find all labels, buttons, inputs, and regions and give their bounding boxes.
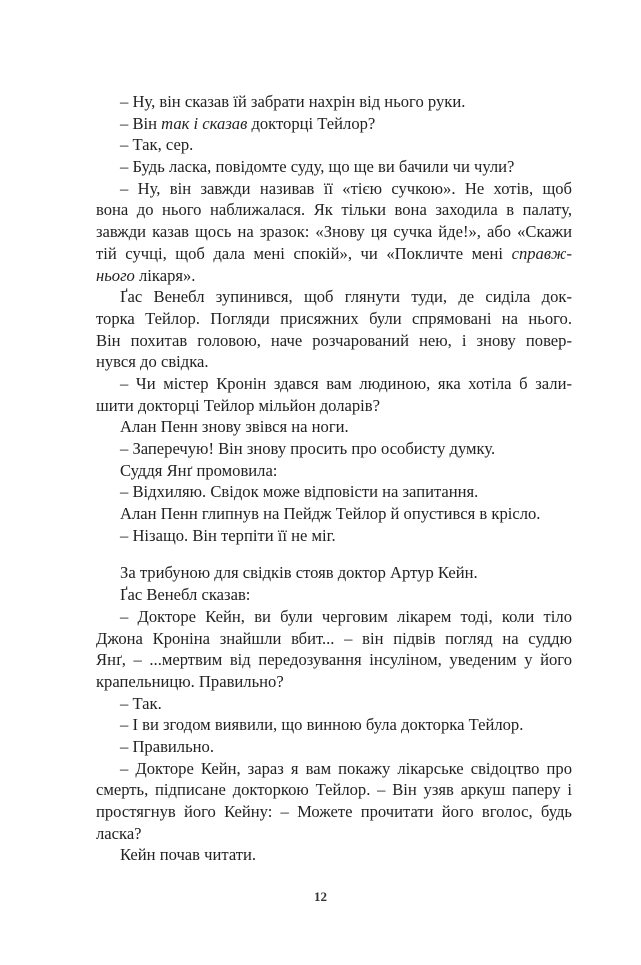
text-line [96, 373, 572, 395]
text-line [96, 481, 572, 503]
text-line [96, 562, 572, 584]
text-line [96, 693, 572, 715]
text-line [96, 416, 572, 438]
text-line [96, 823, 572, 845]
italic-text: так і сказав [161, 113, 248, 133]
page-body-text [96, 91, 572, 866]
text-line [96, 395, 572, 417]
text-line [96, 286, 572, 308]
text-line [96, 525, 572, 547]
page-number: 12 [314, 889, 327, 904]
text-line [96, 308, 572, 330]
text-run: ласка? [96, 823, 142, 843]
text-run: – Так, сер. [120, 135, 194, 155]
text-line [96, 178, 572, 200]
text-run: Джона Кроніна знайшли вбит... – він підвів погляд на суддю [96, 628, 572, 648]
text-line [96, 758, 572, 780]
text-run: – Ну, він сказав їй забрати нахрін від нього руки. [120, 92, 466, 111]
text-run: – Так. [120, 693, 162, 713]
text-line [96, 113, 572, 135]
text-line [96, 714, 572, 736]
text-line [96, 156, 572, 178]
text-line [96, 606, 572, 628]
text-line [96, 460, 572, 482]
text-run: лікаря». [134, 265, 196, 285]
text-run: шити докторці Тейлор мільйон доларів? [96, 395, 380, 415]
text-run: простягнув його Кейну: – Можете прочитати його вголос, будь [96, 802, 572, 821]
text-line [96, 671, 572, 693]
text-line [96, 779, 572, 801]
text-line [96, 503, 572, 525]
text-run: Він похитав головою, наче розчарований нею, і знову повер- [96, 330, 572, 350]
text-run: крапельницю. Правильно? [96, 671, 284, 691]
text-run: вона до нього наближалася. Як тільки вона заходила в палату, [96, 200, 572, 220]
text-line [96, 584, 572, 606]
italic-text: нього [96, 265, 135, 285]
text-run: Алан Пенн глипнув на Пейдж Тейлор й опустився в крісло. [120, 504, 541, 524]
text-run: – Докторе Кейн, ви були черговим лікарем тоді, коли тіло [120, 606, 572, 626]
text-line [96, 438, 572, 460]
text-run: – Відхиляю. Свідок може відповісти на запитання. [120, 482, 479, 502]
text-line [96, 351, 572, 373]
text-line [96, 628, 572, 650]
text-line [96, 649, 572, 671]
text-run: – Чи містер Кронін здався вам людиною, яка хотіла б зали- [120, 373, 572, 393]
text-run: – Докторе Кейн, зараз я вам покажу лікарське свідоцтво про [120, 758, 572, 778]
text-line [96, 199, 572, 221]
text-line [96, 736, 572, 758]
text-run: нувся до свідка. [96, 352, 209, 372]
text-run: – Він [120, 113, 162, 133]
text-run: Кейн почав читати. [120, 845, 257, 865]
text-line [96, 330, 572, 352]
text-run: За трибуною для свідків стояв доктор Артур Кейн. [120, 563, 478, 583]
text-run: завжди казав щось на зразок: «Знову ця сучка йде!», або «Скажи [96, 222, 572, 242]
text-run: Ґас Венебл зупинився, щоб глянути туди, де сиділа док- [120, 287, 572, 307]
text-line [96, 243, 572, 265]
text-line [96, 91, 572, 113]
text-run: тій сучці, щоб дала мені спокій», чи «Покличте мені [96, 243, 512, 263]
text-run: – Правильно. [120, 736, 214, 756]
text-line [96, 134, 572, 156]
text-run: смерть, підписане докторкою Тейлор. – Він узяв аркуш паперу і [96, 780, 572, 800]
text-line [96, 801, 572, 823]
text-line [96, 221, 572, 243]
text-run: Алан Пенн знову звівся на ноги. [120, 417, 349, 437]
text-run: – Ну, він завжди називав її «тією сучкою». Не хотів, щоб [120, 178, 572, 198]
text-line [96, 844, 572, 866]
text-run: – Будь ласка, повідомте суду, що ще ви бачили чи чули? [120, 157, 515, 177]
text-run: – І ви згодом виявили, що винною була докторка Тейлор. [120, 715, 524, 735]
text-run: – Заперечую! Він знову просить про особисту думку. [120, 439, 496, 458]
text-run: торка Тейлор. Погляди присяжних були спрямовані на нього. [96, 308, 572, 328]
text-run: докторці Тейлор? [247, 113, 376, 133]
italic-text: справж- [511, 243, 572, 263]
text-run: – Нізащо. Він терпіти її не міг. [120, 525, 336, 545]
text-run: Суддя Янґ промовила: [120, 460, 278, 480]
text-line [96, 265, 572, 287]
text-run: Янґ, – ...мертвим від передозування інсуліном, уведеним у його [96, 650, 572, 670]
text-run: Ґас Венебл сказав: [120, 585, 251, 605]
